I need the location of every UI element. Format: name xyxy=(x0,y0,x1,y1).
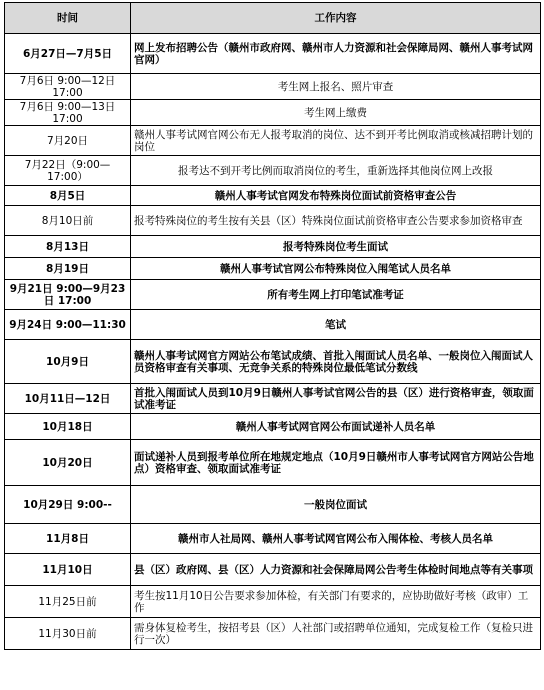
row-time: 10月11日—12日 xyxy=(5,384,131,414)
row-content: 报考达不到开考比例而取消岗位的考生，重新选择其他岗位网上改报 xyxy=(131,156,541,186)
row-content: 考生网上缴费 xyxy=(131,100,541,126)
table-row xyxy=(5,206,541,236)
row-time: 8月5日 xyxy=(5,186,131,206)
schedule-table xyxy=(4,2,541,650)
table-row xyxy=(5,440,541,486)
row-time: 8月19日 xyxy=(5,258,131,280)
header-content: 工作内容 xyxy=(131,3,541,34)
table-row xyxy=(5,236,541,258)
schedule-container xyxy=(4,2,540,650)
table-row xyxy=(5,74,541,100)
table-row xyxy=(5,34,541,74)
table-row xyxy=(5,384,541,414)
row-time: 10月9日 xyxy=(5,340,131,384)
row-content: 赣州人事考试网官网公布无人报考取消的岗位、达不到开考比例取消或核减招聘计划的岗位 xyxy=(131,126,541,156)
header-time: 时间 xyxy=(5,3,131,34)
row-time: 11月30日前 xyxy=(5,618,131,650)
row-content: 一般岗位面试 xyxy=(131,486,541,524)
schedule-body xyxy=(5,34,541,650)
row-content: 网上发布招聘公告（赣州市政府网、赣州市人力资源和社会保障局网、赣州人事考试网官网） xyxy=(131,34,541,74)
row-content: 需身体复检考生，按招考县（区）人社部门或招聘单位通知，完成复检工作（复检只进行一次） xyxy=(131,618,541,650)
table-row xyxy=(5,554,541,586)
row-time: 6月27日—7月5日 xyxy=(5,34,131,74)
row-time: 11月25日前 xyxy=(5,586,131,618)
row-content: 赣州市人社局网、赣州人事考试网官网公布入闱体检、考核人员名单 xyxy=(131,524,541,554)
row-content: 首批入闱面试人员到10月9日赣州人事考试官网公告的县（区）进行资格审查，领取面试准考证 xyxy=(131,384,541,414)
table-row xyxy=(5,524,541,554)
table-row xyxy=(5,258,541,280)
row-content: 赣州人事考试官网公布特殊岗位入闱笔试人员名单 xyxy=(131,258,541,280)
row-time: 8月13日 xyxy=(5,236,131,258)
table-row xyxy=(5,280,541,310)
row-content: 考生按11月10日公告要求参加体检，有关部门有要求的，应协助做好考核（政审）工作 xyxy=(131,586,541,618)
row-time: 9月21日 9:00—9月23日 17:00 xyxy=(5,280,131,310)
row-content: 报考特殊岗位考生面试 xyxy=(131,236,541,258)
row-content: 赣州人事考试网官方网站公布笔试成绩、首批入闱面试人员名单、一般岗位入闱面试人员资格审查有关事项、无竞争关系的特殊岗位最低笔试分数线 xyxy=(131,340,541,384)
row-content: 所有考生网上打印笔试准考证 xyxy=(131,280,541,310)
row-content: 县（区）政府网、县（区）人力资源和社会保障局网公告考生体检时间地点等有关事项 xyxy=(131,554,541,586)
table-row xyxy=(5,310,541,340)
row-content: 赣州人事考试网官网公布面试递补人员名单 xyxy=(131,414,541,440)
table-row xyxy=(5,186,541,206)
row-content: 笔试 xyxy=(131,310,541,340)
row-content: 报考特殊岗位的考生按有关县（区）特殊岗位面试前资格审查公告要求参加资格审查 xyxy=(131,206,541,236)
row-time: 7月6日 9:00—12日 17:00 xyxy=(5,74,131,100)
row-content: 面试递补人员到报考单位所在地规定地点（10月9日赣州市人事考试网官方网站公告地点）资格审查、领取面试准考证 xyxy=(131,440,541,486)
row-time: 10月29日 9:00-- xyxy=(5,486,131,524)
table-row xyxy=(5,340,541,384)
row-time: 10月20日 xyxy=(5,440,131,486)
row-time: 7月22日（9:00—17:00） xyxy=(5,156,131,186)
table-row xyxy=(5,414,541,440)
table-header-row xyxy=(5,3,541,34)
row-content: 赣州人事考试官网发布特殊岗位面试前资格审查公告 xyxy=(131,186,541,206)
table-row xyxy=(5,100,541,126)
row-time: 7月20日 xyxy=(5,126,131,156)
row-time: 11月8日 xyxy=(5,524,131,554)
table-row xyxy=(5,586,541,618)
table-row xyxy=(5,156,541,186)
row-content: 考生网上报名、照片审查 xyxy=(131,74,541,100)
table-row xyxy=(5,618,541,650)
row-time: 11月10日 xyxy=(5,554,131,586)
row-time: 10月18日 xyxy=(5,414,131,440)
row-time: 7月6日 9:00—13日 17:00 xyxy=(5,100,131,126)
table-row xyxy=(5,486,541,524)
table-row xyxy=(5,126,541,156)
row-time: 9月24日 9:00—11:30 xyxy=(5,310,131,340)
row-time: 8月10日前 xyxy=(5,206,131,236)
